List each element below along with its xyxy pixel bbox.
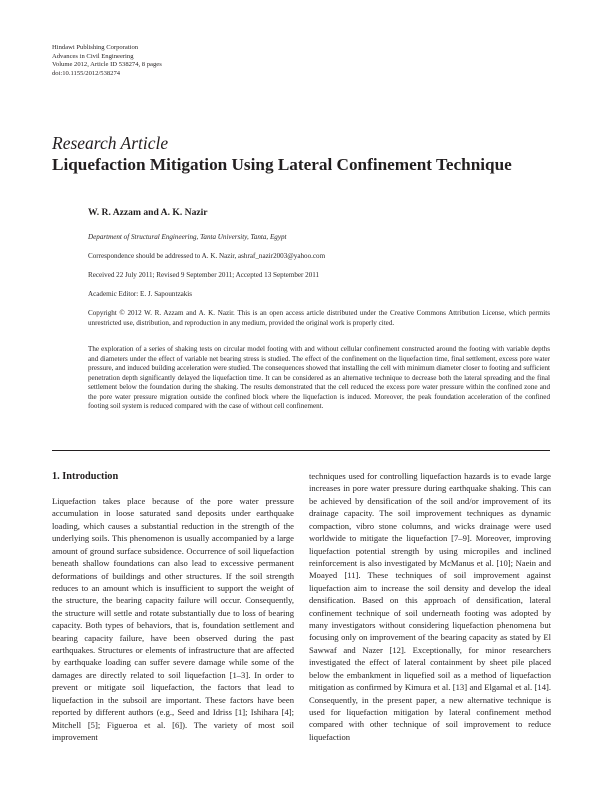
- dates-line: Received 22 July 2011; Revised 9 September 2011; Accepted 13 September 2011: [88, 271, 320, 279]
- author-list: W. R. Azzam and A. K. Nazir: [88, 207, 208, 218]
- section-heading: 1. Introduction: [52, 471, 119, 482]
- publisher-line: Hindawi Publishing Corporation: [52, 44, 139, 51]
- paper-title: Liquefaction Mitigation Using Lateral Confinement Technique: [52, 155, 512, 174]
- doi-line: doi:10.1155/2012/538274: [52, 69, 121, 77]
- copyright-notice: Copyright © 2012 W. R. Azzam and A. K. Nazir. This is an open access article distributed under the Creative Commons Attribution License, which permits unrestricted use, distribution, and reproduction in any medium, provided the original work is properly cited.: [88, 309, 550, 327]
- article-type: Research Article: [52, 133, 169, 153]
- journal-header: [52, 44, 162, 78]
- volume-line: Volume 2012, Article ID 538274, 8 pages: [52, 61, 162, 69]
- abstract-paragraph: The exploration of a series of shaking tests on circular model footing with and without cellular confinement constructed around the footing with variable depths and diameters under the effect of variable net bearing stress is studied. The effect of the confinement on the liquefaction time, final settlement, excess pore water pressure, and induced building acceleration were studied. The consequences showed that installing the cell with minimum diameter closer to footing and sufficient penetration depth significantly delayed the liquefaction time. It can be considered as an alternative technique to decrease both the lateral spreading and the final settlement below the foundation during the shaking. The results demonstrated that the cell reduced the excess pore water pressure within the confined zone and the pore water pressure migration outside the confined block where the liquefaction is induced. Moreover, the peak foundation acceleration of the confined footing soil system is reduced compared with the case of without cell confinement.: [88, 345, 550, 411]
- intro-paragraph-left: Liquefaction takes place because of the pore water pressure accumulation in loose saturated sand deposits under earthquake loading, which causes a substantial reduction in the strength of the underlying soils. This phenomenon is usually accompanied by a large amount of ground surface subsidence. Occurrence of soil liquefaction beneath shallow foundations can also lead to excessive permanent deformations of buildings and other structures. If the soil strength reduces to an amount which is insufficient to support the weight of the structure, the bearing capacity failure will occur. Consequently, the structure will settle and rotate substantially due to loss of bearing capacity. Both types of behaviors, that is, foundation settlement and bearing capacity failure, have been observed during the past earthquakes. Structures or elements of infrastructure that are affected by earthquake loading can suffer severe damage while some of the damages are directly related to soil liquefaction [1–3]. In order to prevent or mitigate soil liquefaction, the factors that lead to liquefaction in the subsoil are important. These factors have been reported by different authors (e.g., Seed and Idriss [1]; Ishihara [4]; Mitchell [5]; Figueroa et al. [6]). The variety of most soil improvement: [52, 496, 294, 743]
- academic-editor: Academic Editor: E. J. Sapountzakis: [88, 290, 193, 298]
- section-divider: [52, 450, 550, 451]
- affiliation: Department of Structural Engineering, Tanta University, Tanta, Egypt: [88, 233, 287, 241]
- correspondence-line: Correspondence should be addressed to A. K. Nazir, ashraf_nazir2003@yahoo.com: [88, 252, 326, 260]
- intro-paragraph-right: techniques used for controlling liquefaction hazards is to evade large increases in pore water pressure during earthquake shaking. This can be achieved by densification of the soil and/or improvement of its drainage capacity. The soil improvement techniques as dynamic compaction, vibro stone columns, and wicks drainage were used worldwide to mitigate the liquefaction [7–9]. Moreover, improving liquefaction potential strength by using micropiles and inclined reinforcement is also investigated by McManus et al. [10]; Naein and Moayed [11]. These techniques of soil improvement against liquefaction aim to increase the soil density and develop the ideal densification. Based on this approach of densification, lateral confinement technique of soil underneath footing was adopted by many investigators without considering liquefaction phenomena but focusing only on improvement of the bearing capacity as stated by El Sawwaf and Nazer [12]. Exceptionally, for minor researchers investigated the effect of lateral containment by sheet pile placed below the embankment in liquefied soil as a method of liquefaction mitigation as confirmed by Kimura et al. [13] and Elgamal et al. [14]. Consequently, in the present paper, a new alternative technique is used for liquefaction mitigation by lateral confinement method compared with other technique of soil improvement to reduce liquefaction: [309, 471, 551, 742]
- journal-name: Advances in Civil Engineering: [52, 52, 134, 60]
- body-column-right: [309, 470, 551, 743]
- body-column-left: [52, 470, 294, 743]
